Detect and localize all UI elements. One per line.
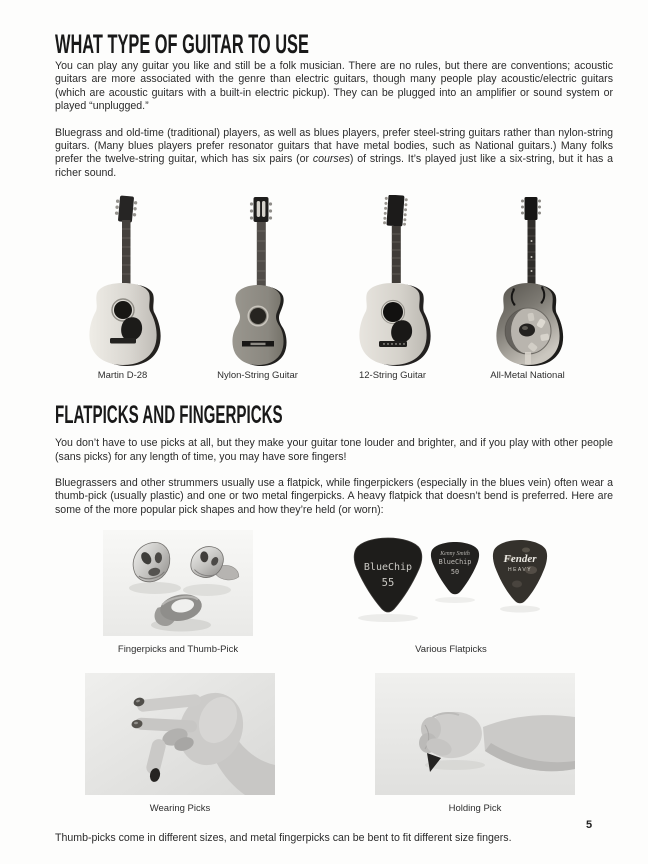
paragraph-picks-1: You don’t have to use picks at all, but they make your guitar tone louder and brighter, and if you play with other people (sans picks) for any length of time, you may have sore fingers! (55, 437, 613, 463)
section-heading-guitar-text: WHAT TYPE OF GUITAR TO USE (55, 28, 309, 60)
photo-martin-d28 (55, 195, 190, 382)
photo-12-string (325, 195, 460, 382)
flatpick2-brand-label: Kenny Smith (440, 551, 470, 558)
flatpick3-brand-label: Fender (503, 553, 537, 566)
paragraph-guitar-2-post: ) of strings. It’s played just like a six-string, but it has a richer sound. (55, 153, 613, 179)
photo-wearing-picks (85, 673, 275, 815)
twelve-string-image (343, 195, 443, 367)
caption-flatpicks: Various Flatpicks (415, 644, 487, 656)
flatpick3-weight-label: HEAVY (507, 567, 533, 574)
caption-national: All-Metal National (490, 370, 565, 382)
pick-photos-row (55, 530, 613, 656)
flatpicks-image (347, 530, 555, 636)
caption-martin-d28: Martin D-28 (97, 370, 148, 382)
photo-flatpicks (347, 530, 555, 656)
section-heading-guitar (55, 28, 613, 60)
flatpick1-gauge-label: 55 (381, 577, 395, 590)
martin-d28-image (73, 195, 173, 367)
guitar-photos-row (55, 195, 595, 382)
flatpick2-gauge-label: 50 (450, 568, 460, 577)
paragraph-guitar-2-pre: Bluegrass and old-time (traditional) players, as well as blues players, prefer steel-string guitars rather than nylon-string guitars. (Many blues players prefer resonator guitars that have metal bodies, such as National guitars.) Many folks prefer the twelve-string guitar, which has six pairs (or (55, 126, 613, 166)
holding-pick-image (375, 673, 575, 795)
paragraph-guitar-1: You can play any guitar you like and still be a folk musician. There are no rules, but there are conventions; acoustic guitars are more associated with the genre than electric guitars, though many people play acoustic/electric guitars (which are acoustic guitars with a built-in electric pickup). They can be plugged into an amplifier or sound system or played “unplugged.” (55, 60, 613, 113)
section-heading-picks (55, 401, 613, 430)
caption-wearing-picks: Wearing Picks (149, 803, 211, 815)
page-number: 5 (586, 819, 593, 831)
section-heading-picks-text: FLATPICKS AND FINGERPICKS (55, 401, 283, 430)
caption-holding-pick: Holding Pick (448, 803, 502, 815)
photo-holding-pick (375, 673, 575, 815)
nylon-string-image (208, 195, 308, 367)
paragraph-picks-2: Bluegrassers and other strummers usually use a flatpick, while fingerpickers (especially in the blues vein) often wear a thumb-pick (usually plastic) and one or two metal fingerpicks. A heavy flatpick that doesn’t bend is preferred. Here are some of the more popular pick shapes and how they’re held (or worn): (55, 477, 613, 516)
flatpick1-name-label: BlueChip (363, 562, 413, 574)
caption-fingerpicks: Fingerpicks and Thumb-Pick (117, 644, 239, 656)
national-resonator-image (478, 195, 578, 367)
hand-photos-row (55, 673, 613, 815)
fingerpicks-image (103, 530, 253, 636)
photo-nylon-string (190, 195, 325, 382)
flatpick2-name-label: BlueChip (438, 558, 472, 567)
photo-national-resonator (460, 195, 595, 382)
section-guitar-types (55, 28, 613, 382)
photo-fingerpicks (103, 530, 253, 656)
wearing-picks-image (85, 673, 275, 795)
paragraph-guitar-2-italic: courses (312, 153, 350, 166)
section-picks (55, 401, 613, 845)
caption-12-string: 12-String Guitar (358, 370, 427, 382)
paragraph-guitar-2 (55, 127, 613, 181)
caption-nylon-string: Nylon-String Guitar (217, 370, 298, 382)
paragraph-closing: Thumb-picks come in different sizes, and metal fingerpicks can be bent to fit different size fingers. (55, 832, 512, 845)
